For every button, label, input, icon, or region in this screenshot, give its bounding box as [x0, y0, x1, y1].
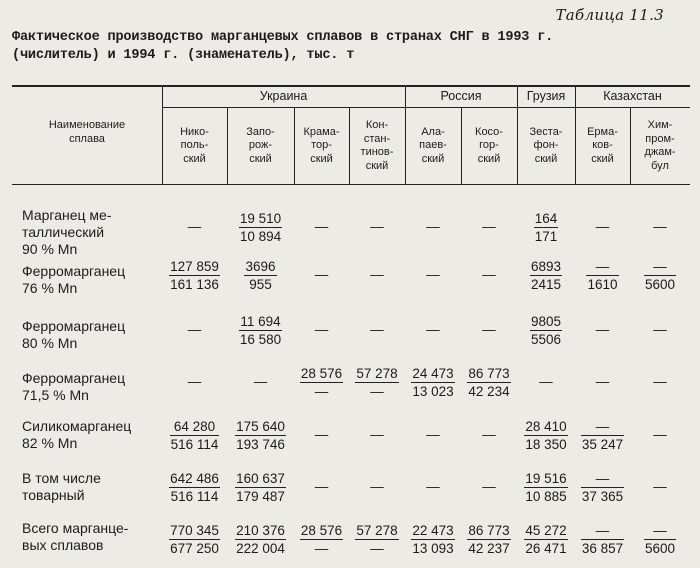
- value-1993: 24 473: [412, 366, 454, 381]
- table-cell: [630, 210, 690, 235]
- value-1993: —: [586, 258, 618, 276]
- table-cell: [405, 365, 461, 400]
- fraction: [300, 522, 343, 557]
- value-1994: 37 365: [581, 489, 624, 504]
- fraction: [524, 470, 567, 505]
- value-1994: 171: [534, 229, 558, 244]
- table-cell: [227, 258, 294, 293]
- empty-value: —: [314, 479, 329, 494]
- fraction: [355, 365, 398, 400]
- table-cell: [227, 522, 294, 557]
- table-cell: [517, 470, 575, 505]
- value-1993: 6893: [530, 259, 562, 274]
- fraction: [586, 258, 618, 293]
- table-cell: [162, 365, 227, 390]
- empty-value: —: [595, 322, 610, 337]
- plant-column-header: Нико- поль- ский: [180, 125, 209, 165]
- value-1993: 57 278: [356, 366, 398, 381]
- empty-value: —: [595, 374, 610, 389]
- empty-value: —: [426, 219, 440, 234]
- value-1993: 28 576: [300, 366, 343, 381]
- table-cell: [227, 365, 294, 390]
- value-1993: 22 473: [412, 523, 454, 538]
- plant-column-header: Кон- стан- тинов- ский: [360, 119, 394, 172]
- alloy-name: В том числе товарный: [22, 470, 101, 503]
- table-cell: [294, 522, 349, 557]
- table-cell: [575, 470, 630, 505]
- table-title: Фактическое производство марганцевых сплавов в странах СНГ в 1993 г. (числитель) и 1994 г. (знаменатель), тыс. т: [12, 30, 554, 63]
- table-cell: [461, 365, 517, 400]
- value-1994: 5506: [530, 332, 562, 347]
- value-1993: 210 376: [236, 523, 285, 538]
- table-cell: [405, 418, 461, 443]
- empty-value: —: [482, 219, 496, 234]
- value-1994: 13 093: [412, 541, 454, 556]
- fraction: [644, 258, 676, 293]
- table-cell: [517, 418, 575, 453]
- value-1993: 45 272: [525, 523, 567, 538]
- empty-value: —: [653, 322, 667, 337]
- table-cell: [461, 418, 517, 443]
- fraction: [300, 365, 343, 400]
- plant-column-header: Хим- пром- джам- бул: [644, 119, 676, 172]
- empty-value: —: [314, 267, 329, 282]
- table-cell: [349, 313, 405, 338]
- table-cell: [575, 258, 630, 293]
- value-1994: 2415: [530, 277, 562, 292]
- value-1993: 127 859: [170, 259, 219, 274]
- empty-value: —: [314, 427, 329, 442]
- empty-value: —: [426, 322, 440, 337]
- alloy-name: Ферромарганец 71,5 % Mn: [22, 370, 126, 403]
- value-1993: 9805: [530, 314, 562, 329]
- empty-value: —: [253, 374, 268, 389]
- fraction: [169, 258, 220, 293]
- table-cell: [162, 522, 227, 557]
- table-cell: [227, 313, 294, 348]
- value-1994: 5600: [644, 277, 676, 292]
- table-cell: [349, 210, 405, 235]
- empty-value: —: [482, 479, 496, 494]
- table-cell: [294, 210, 349, 235]
- fraction: [239, 210, 282, 245]
- value-1993: —: [581, 418, 624, 436]
- table-cell: [575, 418, 630, 453]
- value-1993: 160 637: [236, 471, 285, 486]
- table-cell: [227, 470, 294, 505]
- table-cell: [461, 210, 517, 235]
- table-cell: [461, 258, 517, 283]
- table-cell: [630, 470, 690, 495]
- table-cell: [517, 210, 575, 245]
- fraction: [530, 313, 562, 348]
- fraction: [534, 210, 559, 245]
- value-1994: 18 350: [525, 437, 567, 452]
- value-1994: 516 114: [170, 489, 219, 504]
- value-1994: 1610: [587, 277, 618, 292]
- table-cell: [405, 522, 461, 557]
- empty-value: —: [187, 374, 202, 389]
- empty-value: —: [370, 267, 384, 282]
- value-1994: 179 487: [236, 489, 285, 504]
- value-1994: 955: [249, 277, 272, 292]
- country-group-header: Россия: [440, 89, 482, 103]
- value-1993: 28 410: [525, 419, 567, 434]
- value-1993: 642 486: [170, 471, 219, 486]
- header-bottom-rule: [12, 184, 690, 185]
- empty-value: —: [314, 219, 329, 234]
- value-1993: 19 516: [525, 471, 567, 486]
- fraction: [169, 470, 220, 505]
- fraction: [524, 418, 567, 453]
- table-cell: [162, 418, 227, 453]
- value-1993: 57 278: [356, 523, 398, 538]
- fraction: [235, 522, 286, 557]
- fraction: [524, 522, 567, 557]
- fraction: [411, 365, 454, 400]
- alloy-name: Марганец ме- таллический 90 % Mn: [22, 207, 112, 257]
- value-1994: 35 247: [581, 437, 624, 452]
- fraction: [411, 522, 454, 557]
- value-1993: 3696: [245, 259, 276, 274]
- table-cell: [405, 313, 461, 338]
- table-cell: [405, 210, 461, 235]
- table-cell: [294, 313, 349, 338]
- country-group-header: Грузия: [526, 89, 566, 103]
- table-cell: [227, 210, 294, 245]
- alloy-name: Силикомарганец 82 % Mn: [22, 418, 132, 451]
- plant-column-header: Ала- паев- ский: [419, 125, 447, 165]
- table-cell: [630, 365, 690, 390]
- table-cell: [405, 470, 461, 495]
- value-1993: 86 773: [468, 366, 510, 381]
- table-number: Таблица 11.3: [555, 6, 664, 24]
- table-cell: [349, 470, 405, 495]
- table-cell: [162, 470, 227, 505]
- empty-value: —: [426, 427, 440, 442]
- value-1994: 193 746: [236, 437, 285, 452]
- alloy-name: Ферромарганец 80 % Mn: [22, 318, 126, 351]
- empty-value: —: [653, 427, 667, 442]
- value-1994: 222 004: [236, 541, 285, 556]
- table-cell: [630, 258, 690, 293]
- fraction: [644, 522, 676, 557]
- plant-column-header: Крама- тор- ский: [303, 125, 340, 165]
- value-1993: 770 345: [170, 523, 219, 538]
- empty-value: —: [426, 267, 440, 282]
- empty-value: —: [595, 219, 610, 234]
- empty-value: —: [187, 322, 202, 337]
- value-1993: 11 694: [240, 314, 281, 329]
- table-cell: [461, 522, 517, 557]
- empty-value: —: [482, 322, 496, 337]
- value-1994: —: [370, 541, 384, 556]
- table-cell: [349, 522, 405, 557]
- name-column-header: Наименование сплава: [48, 119, 126, 145]
- table-cell: [162, 258, 227, 293]
- table-cell: [162, 210, 227, 235]
- empty-value: —: [370, 427, 384, 442]
- table-cell: [630, 418, 690, 443]
- country-group-header: Казахстан: [603, 89, 662, 103]
- empty-value: —: [482, 427, 496, 442]
- empty-value: —: [187, 219, 202, 234]
- fraction: [467, 522, 510, 557]
- value-1994: —: [314, 384, 329, 399]
- value-1994: 10 885: [525, 489, 567, 504]
- plant-column-header: Зеста- фон- ский: [529, 125, 563, 165]
- table-cell: [461, 470, 517, 495]
- table-cell: [517, 258, 575, 293]
- empty-value: —: [653, 374, 667, 389]
- table-cell: [517, 313, 575, 348]
- value-1994: 36 857: [581, 541, 624, 556]
- value-1993: 64 280: [170, 418, 220, 436]
- table-cell: [294, 365, 349, 400]
- plant-column-header: Запо- рож- ский: [246, 125, 275, 165]
- empty-value: —: [314, 322, 329, 337]
- country-group-header: Украина: [259, 89, 308, 103]
- alloy-name: Всего марганце- вых сплавов: [22, 520, 129, 553]
- table-cell: [517, 522, 575, 557]
- table-cell: [630, 313, 690, 338]
- value-1994: —: [370, 384, 384, 399]
- value-1994: 161 136: [170, 277, 219, 292]
- fraction: [169, 522, 220, 557]
- value-1993: 175 640: [236, 419, 285, 434]
- value-1993: —: [581, 522, 624, 540]
- value-1994: 42 234: [468, 384, 510, 399]
- fraction: [170, 418, 220, 453]
- table-cell: [517, 365, 575, 390]
- value-1993: 164: [534, 211, 558, 226]
- fraction: [581, 418, 624, 453]
- fraction: [235, 418, 286, 453]
- empty-value: —: [539, 374, 553, 389]
- table-cell: [294, 418, 349, 443]
- value-1993: —: [581, 470, 624, 488]
- value-1993: —: [644, 258, 676, 276]
- alloy-name: Ферромарганец 76 % Mn: [22, 263, 126, 296]
- table-cell: [461, 313, 517, 338]
- value-1994: 13 023: [412, 384, 454, 399]
- empty-value: —: [653, 219, 667, 234]
- empty-value: —: [482, 267, 496, 282]
- value-1994: 42 237: [468, 541, 510, 556]
- table-cell: [630, 522, 690, 557]
- value-1993: 86 773: [468, 523, 510, 538]
- value-1993: —: [644, 522, 676, 540]
- group-underline-rule: [162, 107, 690, 108]
- table-cell: [294, 258, 349, 283]
- table-cell: [227, 418, 294, 453]
- value-1994: 516 114: [170, 437, 219, 452]
- plant-column-header: Ерма- ков- ский: [587, 125, 618, 165]
- fraction: [244, 258, 276, 293]
- fraction: [235, 470, 286, 505]
- table-cell: [294, 470, 349, 495]
- fraction: [581, 522, 624, 557]
- table-cell: [349, 258, 405, 283]
- value-1993: 28 576: [300, 523, 343, 538]
- table-cell: [575, 210, 630, 235]
- table-cell: [575, 365, 630, 390]
- empty-value: —: [426, 479, 440, 494]
- plant-column-header: Косо- гор- ский: [475, 125, 503, 165]
- empty-value: —: [370, 479, 384, 494]
- value-1994: —: [314, 541, 329, 556]
- empty-value: —: [653, 479, 667, 494]
- table-cell: [405, 258, 461, 283]
- fraction: [239, 313, 282, 348]
- table-cell: [162, 313, 227, 338]
- value-1994: 16 580: [239, 332, 282, 347]
- fraction: [530, 258, 562, 293]
- empty-value: —: [370, 219, 384, 234]
- table-cell: [349, 365, 405, 400]
- value-1994: 677 250: [170, 541, 219, 556]
- empty-value: —: [370, 322, 384, 337]
- table-cell: [575, 313, 630, 338]
- fraction: [355, 522, 398, 557]
- fraction: [581, 470, 624, 505]
- table-cell: [575, 522, 630, 557]
- fraction: [467, 365, 510, 400]
- table-cell: [349, 418, 405, 443]
- value-1994: 5600: [644, 541, 676, 556]
- value-1993: 19 510: [239, 211, 282, 226]
- value-1994: 10 894: [239, 229, 282, 244]
- value-1994: 26 471: [525, 541, 567, 556]
